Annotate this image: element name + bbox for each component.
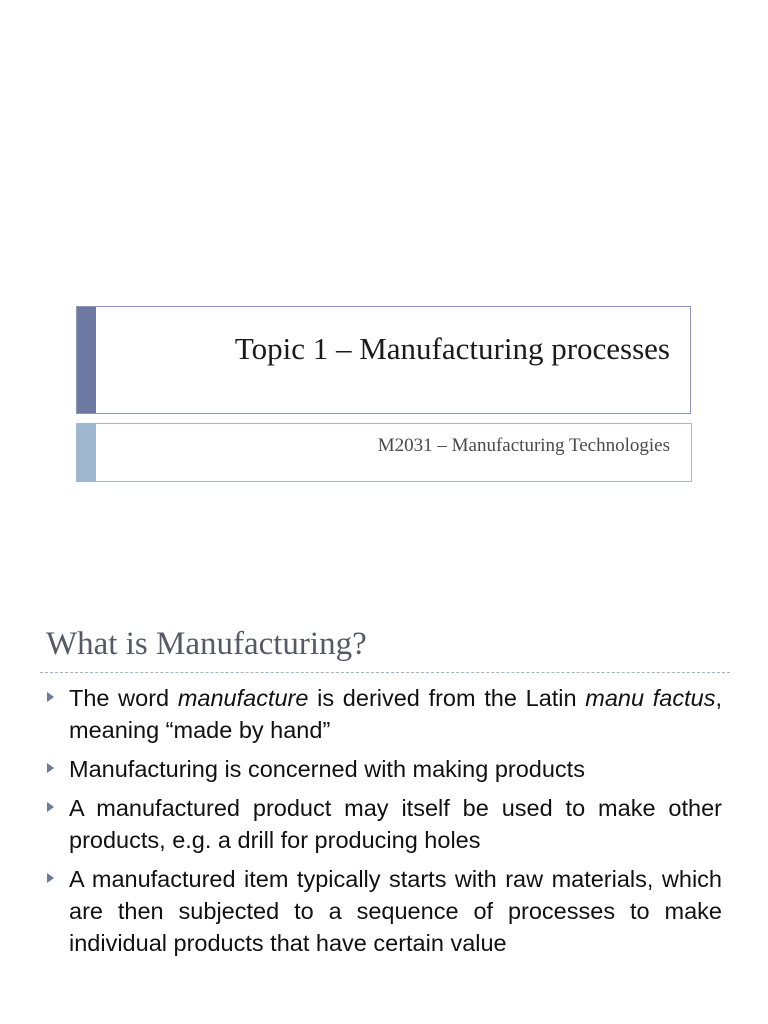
subtitle-accent-bar	[77, 424, 96, 481]
content-slide-title: What is Manufacturing?	[46, 626, 367, 662]
bullet-text: A manufactured item typically starts with raw materials, which are then subjected to a sequence of processes to make individual products that have certain value	[69, 866, 722, 956]
bullet-list	[46, 682, 722, 966]
bullet-item	[46, 792, 722, 856]
triangle-right-icon	[47, 873, 54, 883]
slide-subtitle: M2031 – Manufacturing Technologies	[377, 435, 670, 456]
bullet-text: The word manufacture is derived from the Latin manu factus, meaning “made by hand”	[69, 685, 722, 743]
italic-term: manu factus	[585, 685, 716, 711]
slide-title: Topic 1 – Manufacturing processes	[234, 331, 670, 366]
bullet-item	[46, 753, 722, 785]
subtitle-box	[76, 423, 692, 482]
bullet-text: Manufacturing is concerned with making products	[69, 756, 585, 782]
content-slide	[0, 576, 768, 1024]
italic-term: manufacture	[177, 685, 309, 711]
triangle-right-icon	[47, 802, 54, 812]
triangle-right-icon	[47, 692, 54, 702]
bullet-item	[46, 682, 722, 746]
title-divider	[40, 672, 730, 673]
triangle-right-icon	[47, 763, 54, 773]
bullet-text: A manufactured product may itself be used to make other products, e.g. a drill for producing holes	[69, 795, 722, 853]
bullet-item	[46, 863, 722, 959]
title-accent-bar	[77, 307, 96, 413]
title-box	[76, 306, 691, 414]
